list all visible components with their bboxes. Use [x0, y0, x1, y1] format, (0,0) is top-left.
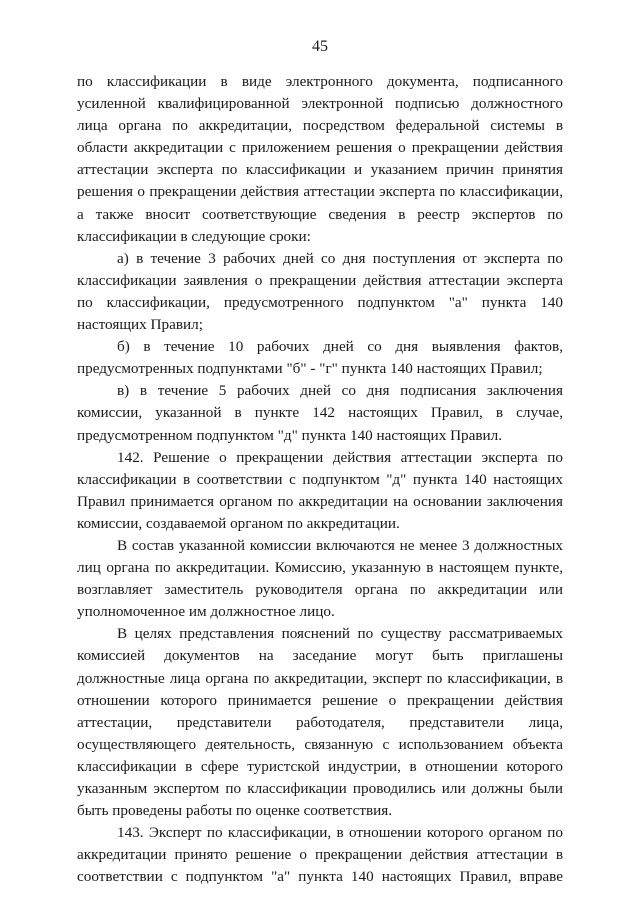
- paragraph-142: 142. Решение о прекращении действия аттестации эксперта по классификации в соответствии с подпунктом "д" пункта 140 настоящих Правил принимается органом по аккредитации на основании заключения комиссии, создаваемой органом по аккредитации.: [77, 448, 563, 532]
- paragraph-143: 143. Эксперт по классификации, в отношении которого органом по аккредитации принято решение о прекращении действия аттестации в соответствии с подпунктом "а" пункта 140 настоящих Правил, вправе: [77, 824, 563, 886]
- body-text: [77, 71, 563, 888]
- paragraph-commission-invitees: В целях представления пояснений по существу рассматриваемых комиссией документов на заседание могут быть приглашены должностные лица органа по аккредитации, эксперт по классификации, в отношении которого принимается решение о прекращении действия аттестации, представители работодателя, представители лица, осуществляющего деятельность, связанную с использованием объекта классификации в сфере туристской индустрии, в отношении которого указанным экспертом по классификации проводились или должны были быть проведены работы по оценке соответствия.: [77, 625, 563, 820]
- paragraph-item-b: б) в течение 10 рабочих дней со дня выявления фактов, предусмотренных подпунктами "б" - "г" пункта 140 настоящих Правил;: [77, 338, 563, 378]
- paragraph-continuation: по классификации в виде электронного документа, подписанного усиленной квалифицированной электронной подписью должностного лица органа по аккредитации, посредством федеральной системы в области аккредитации с приложением решения о прекращении действия аттестации эксперта по классификации и указанием причин принятия решения о прекращении действия аттестации эксперта по классификации, а также вносит соответствующие сведения в реестр экспертов по классификации в следующие сроки:: [77, 73, 563, 245]
- paragraph-item-a: а) в течение 3 рабочих дней со дня поступления от эксперта по классификации заявления о прекращении действия аттестации эксперта по классификации, предусмотренного подпунктом "а" пункта 140 настоящих Правил;: [77, 249, 563, 334]
- paragraph-commission-composition: В состав указанной комиссии включаются не менее 3 должностных лиц органа по аккредитации. Комиссию, указанную в настоящем пункте, возглавляет заместитель руководителя органа по аккредитации или уполномоченное им должностное лицо.: [77, 536, 563, 621]
- paragraph-item-v: в) в течение 5 рабочих дней со дня подписания заключения комиссии, указанной в пункте 142 настоящих Правил, в случае, предусмотренном подпунктом "д" пункта 140 настоящих Правил.: [77, 382, 563, 444]
- page-number: 45: [312, 38, 328, 55]
